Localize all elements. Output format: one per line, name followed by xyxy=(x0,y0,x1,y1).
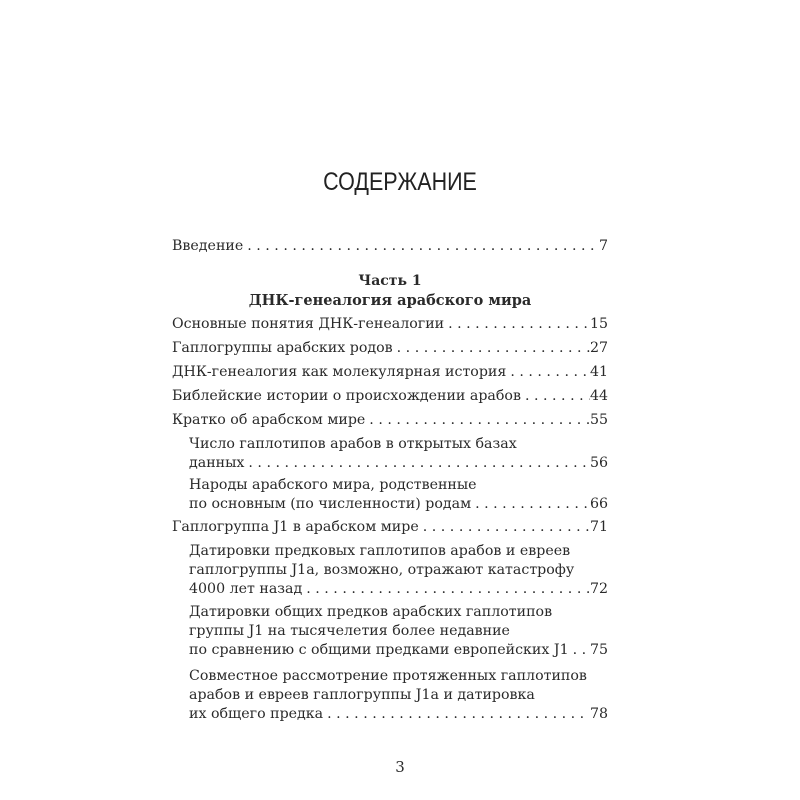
toc-entry-title: Гаплогруппа J1 в арабском мире xyxy=(172,519,419,535)
toc-entry-title: Библейские истории о происхождении арабов xyxy=(172,388,521,404)
toc-entry-title: арабов и евреев гаплогруппы J1a и датировка xyxy=(189,687,535,703)
toc-entry-page: 75 xyxy=(589,642,608,658)
toc-entry[interactable] xyxy=(189,542,608,599)
toc-entry[interactable] xyxy=(189,476,608,514)
toc-entry-page: 7 xyxy=(598,238,608,254)
toc-entry-title: группы J1 на тысячелетия более недавние xyxy=(189,623,510,639)
toc-entry-title: Число гаплотипов арабов в открытых базах xyxy=(189,436,517,452)
toc-entry-page: 55 xyxy=(589,412,608,428)
toc-entry-page: 41 xyxy=(589,364,608,380)
toc-entry-title: их общего предка xyxy=(189,706,324,722)
dot-leader xyxy=(393,339,590,358)
toc-entry-title: данных xyxy=(189,455,245,471)
toc-entry[interactable] xyxy=(172,339,608,358)
toc-entry[interactable] xyxy=(172,518,608,537)
toc-entry-page: 56 xyxy=(589,455,608,471)
toc-entry-page: 72 xyxy=(589,581,608,597)
toc-entry[interactable] xyxy=(189,435,608,473)
toc-entry[interactable] xyxy=(189,667,608,724)
toc-entry-title: 4000 лет назад xyxy=(189,581,303,597)
dot-leader xyxy=(243,237,599,256)
toc-entry-title: Кратко об арабском мире xyxy=(172,412,366,428)
toc-entry-title: гаплогруппы J1a, возможно, отражают катастрофу xyxy=(189,562,575,578)
toc-entry[interactable] xyxy=(172,411,608,430)
toc-entry-title: по основным (по численности) родам xyxy=(189,496,472,512)
dot-leader xyxy=(506,363,590,382)
toc-entry-title: ДНК-генеалогия как молекулярная история xyxy=(172,364,507,380)
part-label: Часть 1 xyxy=(358,273,422,289)
toc-entry-page: 66 xyxy=(589,496,608,512)
dot-leader xyxy=(323,705,590,724)
toc-entry-title: Народы арабского мира, родственные xyxy=(189,477,477,493)
toc-entry-title: Гаплогруппы арабских родов xyxy=(172,340,393,356)
dot-leader xyxy=(365,411,590,430)
dot-leader xyxy=(521,387,590,406)
dot-leader xyxy=(569,641,590,660)
toc-entry[interactable] xyxy=(172,363,608,382)
toc-entry-page: 71 xyxy=(589,519,608,535)
toc-entry-page: 44 xyxy=(589,388,608,404)
page-number: 3 xyxy=(395,758,405,776)
toc-entry-title: Основные понятия ДНК-генеалогии xyxy=(172,316,445,332)
toc-entry-title: Датировки предковых гаплотипов арабов и евреев xyxy=(189,543,571,559)
toc-entry-title: Датировки общих предков арабских гаплотипов xyxy=(189,604,553,620)
toc-entry[interactable] xyxy=(172,387,608,406)
dot-leader xyxy=(471,495,590,514)
toc-entry[interactable] xyxy=(189,603,608,660)
toc-entry-page: 78 xyxy=(589,706,608,722)
toc-entry-page: 27 xyxy=(589,340,608,356)
dot-leader xyxy=(302,580,590,599)
toc-entry-intro[interactable] xyxy=(172,237,608,256)
page-title: СОДЕРЖАНИЕ xyxy=(323,168,477,196)
toc-entry-title: Совместное рассмотрение протяженных гаплотипов xyxy=(189,668,587,684)
toc-entry-title: Введение xyxy=(172,238,244,254)
dot-leader xyxy=(419,518,590,537)
dot-leader xyxy=(244,454,590,473)
dot-leader xyxy=(444,315,590,334)
toc-entry-page: 15 xyxy=(589,316,608,332)
part-subtitle: ДНК-генеалогия арабского мира xyxy=(248,292,532,309)
toc-entry-title: по сравнению с общими предками европейских J1 xyxy=(189,642,569,658)
toc-entry[interactable] xyxy=(172,315,608,334)
